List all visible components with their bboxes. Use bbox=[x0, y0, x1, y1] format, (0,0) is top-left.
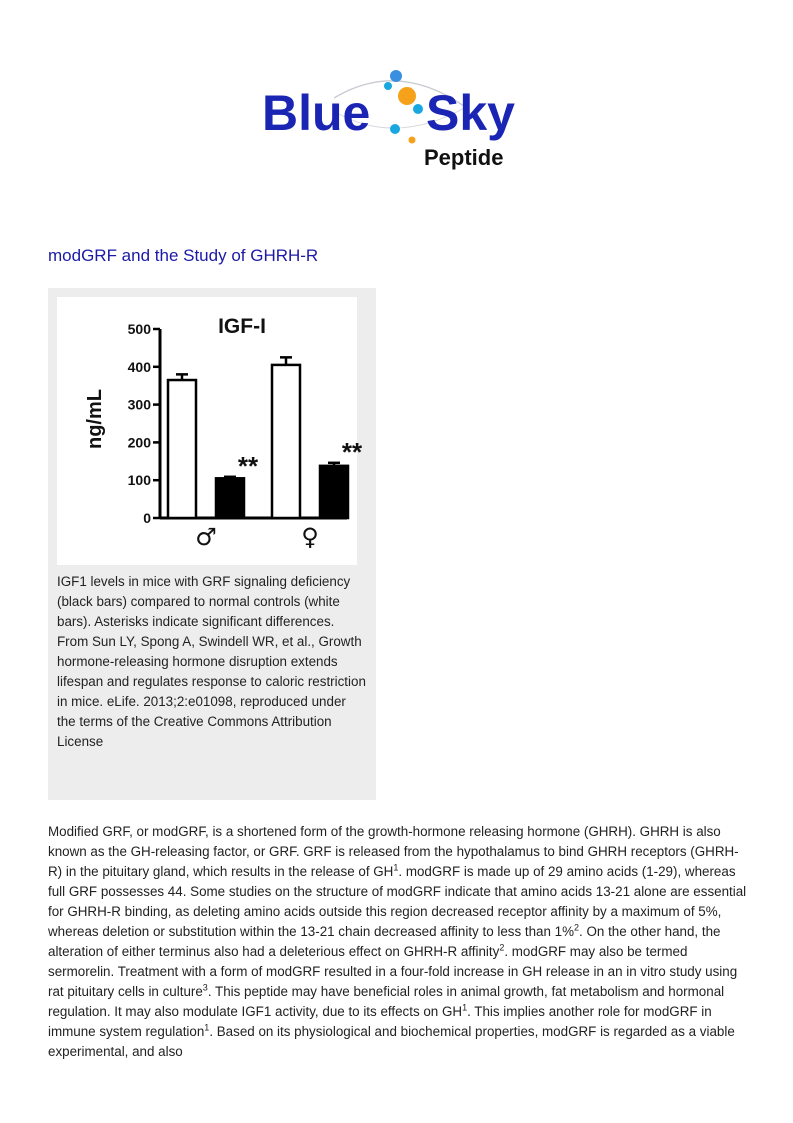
chart-bars bbox=[168, 357, 348, 518]
y-tick-label: 100 bbox=[127, 472, 151, 489]
citation-ref: 2 bbox=[499, 942, 505, 953]
significance-marker: ** bbox=[341, 436, 363, 467]
logo-word-blue: Blue bbox=[262, 85, 371, 141]
body-text-segment: . This implies another role for modGRF in immune system regulation bbox=[48, 1004, 712, 1039]
logo-graphic bbox=[262, 66, 532, 176]
chart-ylabel: ng/mL bbox=[84, 389, 106, 449]
bar bbox=[168, 380, 196, 518]
logo-tagline: Peptide bbox=[424, 145, 504, 170]
y-tick-label: 400 bbox=[127, 358, 151, 375]
page-title: modGRF and the Study of GHRH-R bbox=[48, 246, 319, 265]
bar bbox=[320, 466, 348, 518]
citation-ref: 1 bbox=[462, 1002, 468, 1013]
x-category-label: ♀ bbox=[301, 523, 319, 551]
logo-dot bbox=[409, 137, 416, 144]
logo-dot bbox=[384, 82, 392, 90]
chart-title: IGF-I bbox=[218, 315, 266, 338]
citation-ref: 1 bbox=[393, 862, 399, 873]
bar bbox=[272, 365, 300, 518]
figure-caption: IGF1 levels in mice with GRF signaling deficiency (black bars) compared to normal controls (white bars). Asterisks indicate significant differences. From Sun LY, Spong A, Swindell WR, et al., Growth hormone-releasing hormone disruption extends lifespan and regulates response to caloric restriction in mice. eLife. 2013;2:e01098, reproduced under the terms of the Creative Commons Attribution License bbox=[57, 574, 366, 749]
body-text-segment: . Based on its physiological and biochemical properties, modGRF is regarded as a viable experimental, and also bbox=[48, 1024, 735, 1059]
logo-word-sky: Sky bbox=[426, 85, 515, 141]
y-tick-label: 500 bbox=[127, 321, 151, 337]
body-text-segment: . modGRF is made up of 29 amino acids (1-29), whereas full GRF possesses 44. Some studies on the structure of modGRF indicate that amino acids 13-21 alone are essential for GHRH-R binding, as deleting amino acids outside this region decreased receptor affinity by a maximum of 5%, whereas deletion or substitution within the 13-21 chain decreased affinity to less than 1% bbox=[48, 864, 747, 939]
igf1-bar-chart bbox=[57, 297, 363, 565]
logo-dot bbox=[413, 104, 423, 114]
y-tick-label: 0 bbox=[143, 510, 151, 526]
body-text-segment: . modGRF may also be termed sermorelin. Treatment with a form of modGRF resulted in a four-fold increase in GH release in an in vitro study using rat pituitary cells in culture bbox=[48, 944, 738, 999]
body-text-segment: . On the other hand, the alteration of either terminus also had a deleterious effect on GHRH-R affinity bbox=[48, 924, 721, 959]
logo-dot bbox=[398, 87, 416, 105]
y-tick-label: 300 bbox=[127, 396, 151, 413]
article-body bbox=[48, 822, 748, 1062]
figure-panel bbox=[48, 288, 376, 800]
bar bbox=[216, 478, 244, 518]
logo-dot bbox=[390, 124, 400, 134]
brand-logo[interactable] bbox=[262, 66, 532, 176]
citation-ref: 2 bbox=[574, 922, 580, 933]
body-text-segment: Modified GRF, or modGRF, is a shortened form of the growth-hormone releasing hormone (GHRH). GHRH is also known as the GH-releasing factor, or GRF. GRF is released from the hypothalamus to bind GHRH receptors (GHRH-R) in the pituitary gland, which results in the release of GH bbox=[48, 824, 739, 879]
citation-ref: 1 bbox=[204, 1022, 210, 1033]
significance-marker: ** bbox=[237, 450, 259, 481]
logo-dot bbox=[390, 70, 402, 82]
y-tick-label: 200 bbox=[127, 434, 151, 451]
x-category-label: ♂ bbox=[195, 523, 217, 551]
body-text-segment: . This peptide may have beneficial roles in animal growth, fat metabolism and hormonal regulation. It may also modulate IGF1 activity, due to its effects on GH bbox=[48, 984, 725, 1019]
citation-ref: 3 bbox=[202, 982, 208, 993]
